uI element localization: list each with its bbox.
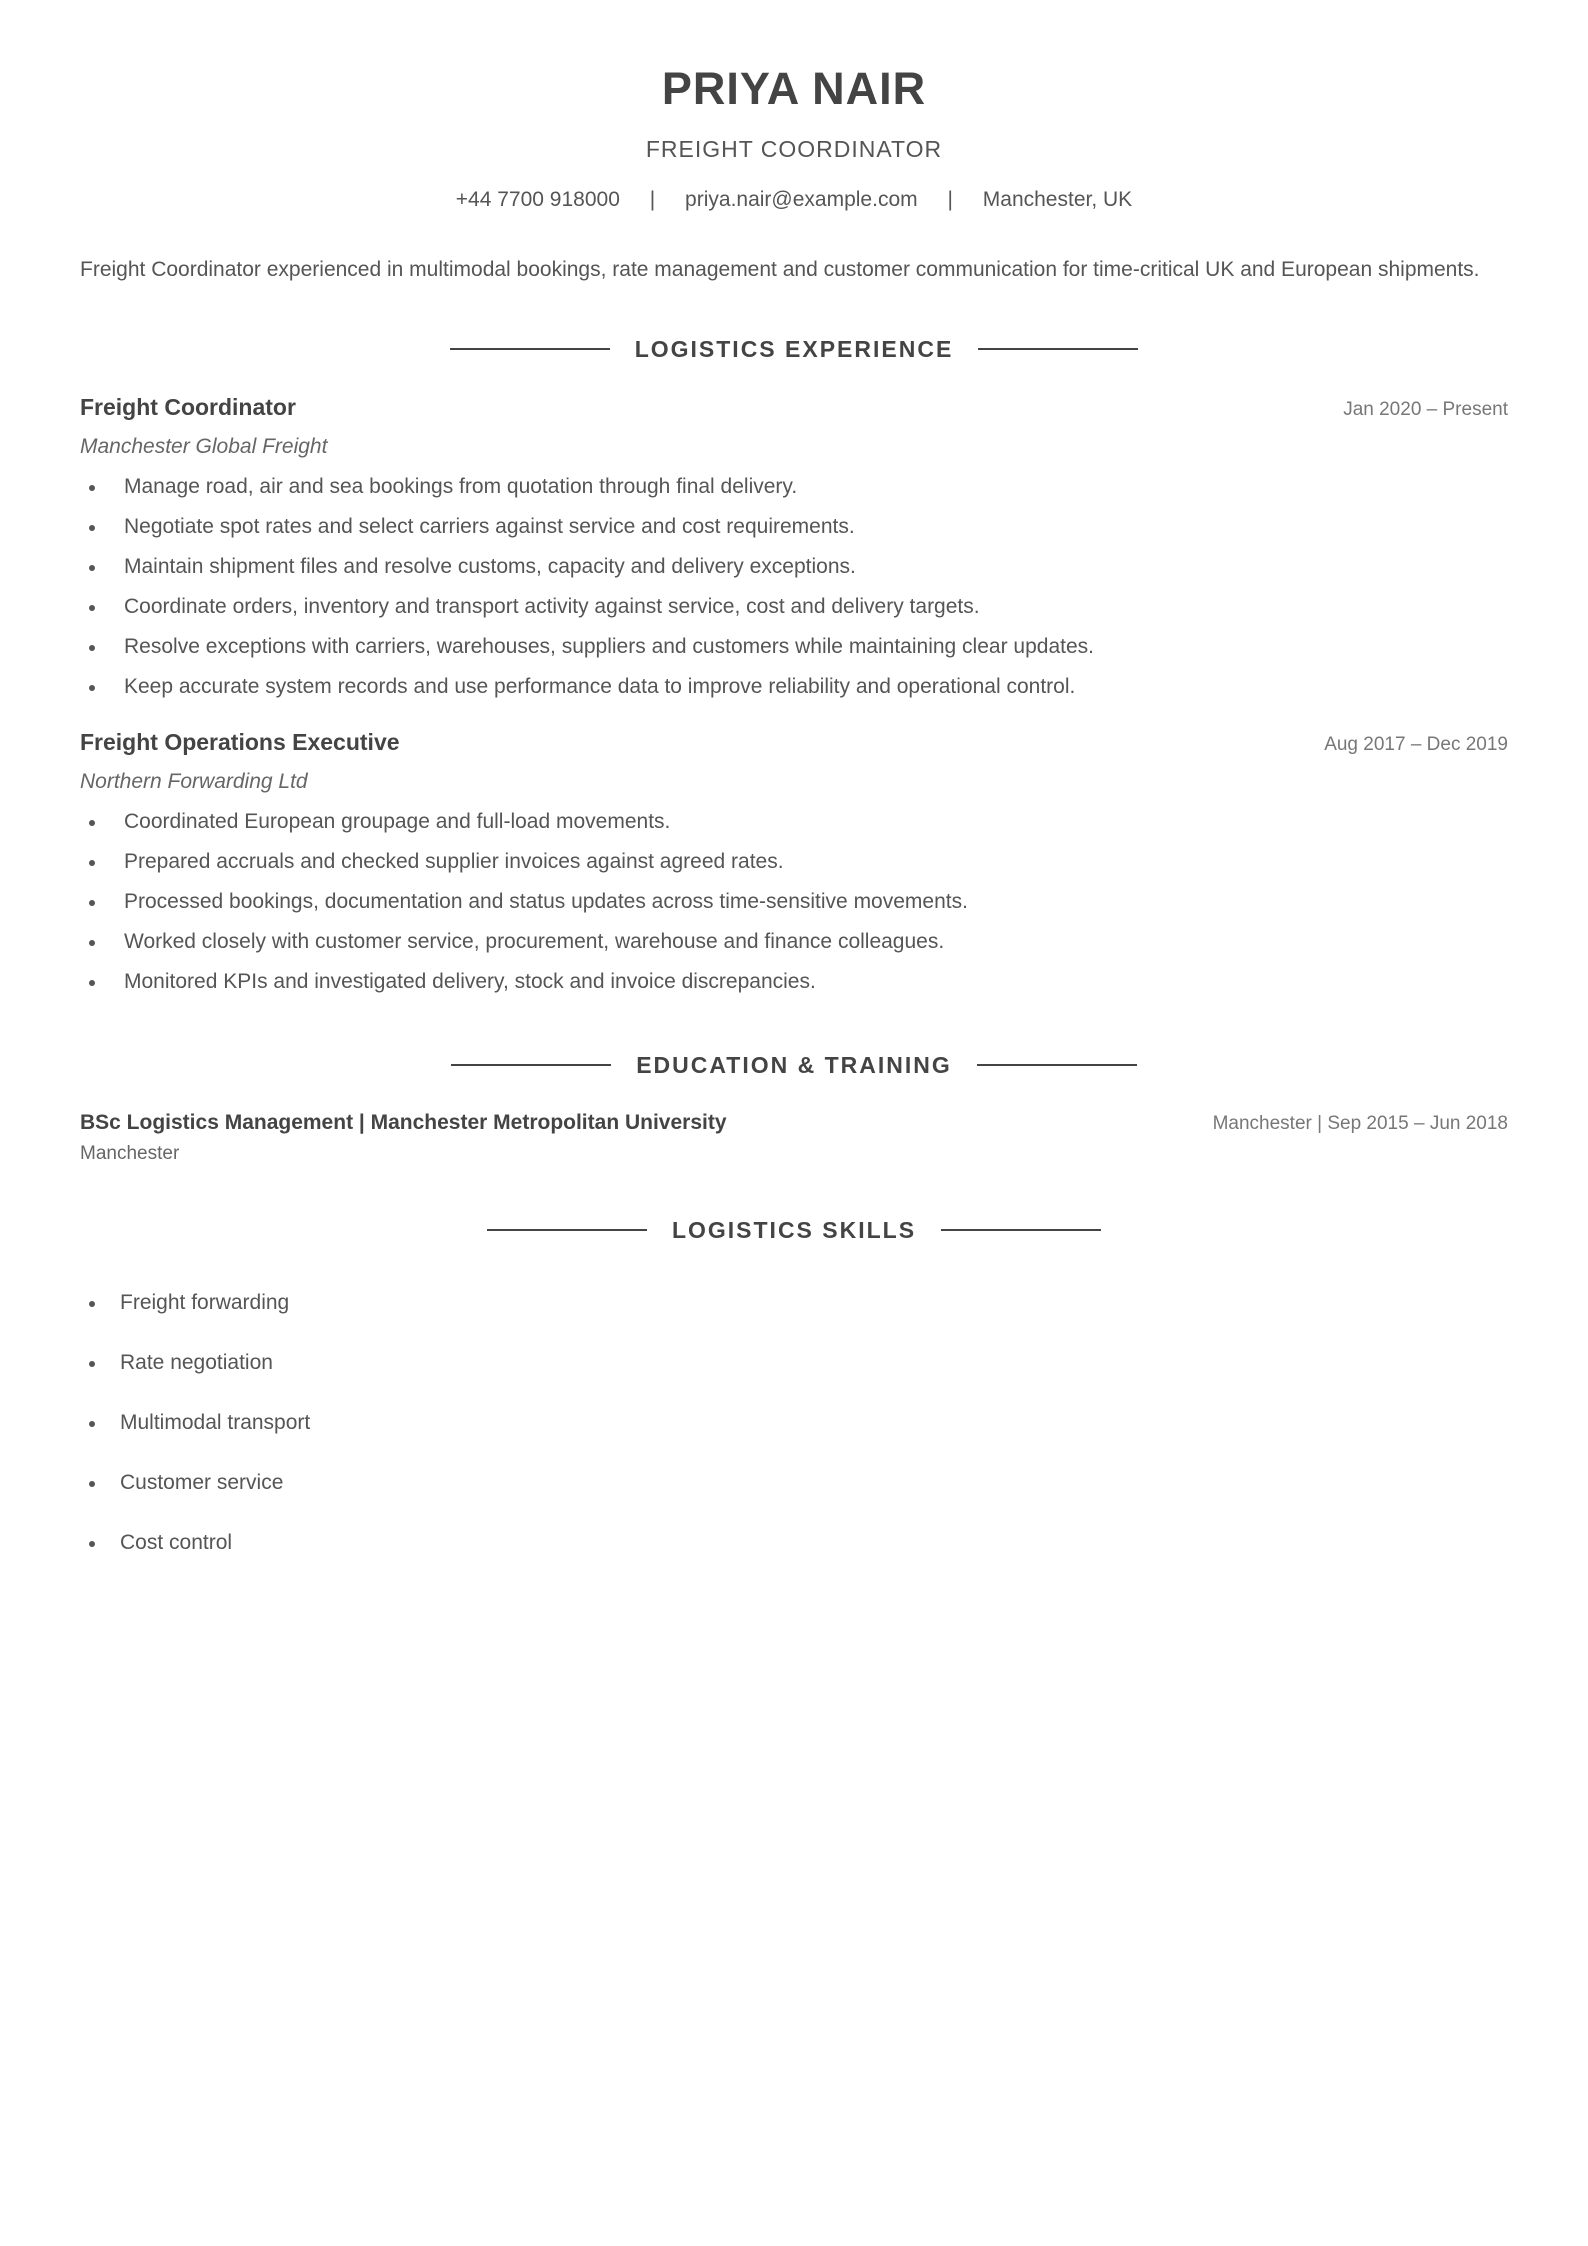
job-bullet: Processed bookings, documentation and status updates across time-sensitive movements. <box>80 882 1508 922</box>
skills-section-heading <box>80 1215 1508 1245</box>
heading-rule-right <box>978 348 1138 350</box>
heading-rule-left <box>450 348 610 350</box>
education-degree: BSc Logistics Management | Manchester Metropolitan University <box>80 1111 727 1134</box>
heading-rule-right <box>941 1229 1101 1231</box>
job-company: Manchester Global Freight <box>80 435 328 458</box>
candidate-title: FREIGHT COORDINATOR <box>645 136 943 162</box>
profile-summary: Freight Coordinator experienced in multimodal bookings, rate management and customer communication for time-critical UK and European shipments. <box>80 258 1480 281</box>
job-bullet: Worked closely with customer service, procurement, warehouse and finance colleagues. <box>80 922 1508 962</box>
job-bullet: Coordinate orders, inventory and transport activity against service, cost and delivery targets. <box>80 587 1508 627</box>
job-header <box>80 392 1508 425</box>
education-meta: Manchester | Sep 2015 – Jun 2018 <box>1212 1113 1508 1134</box>
skills-heading-label: LOGISTICS SKILLS <box>671 1217 917 1243</box>
contact-separator: | <box>649 188 656 211</box>
experience-heading-label: LOGISTICS EXPERIENCE <box>634 336 954 362</box>
skill-item: Rate negotiation <box>80 1333 1508 1393</box>
experience-section-heading <box>80 334 1508 364</box>
skill-item: Cost control <box>80 1513 1508 1573</box>
job-bullet-list <box>80 802 1508 1002</box>
education-entry <box>80 1108 1508 1167</box>
contact-location: Manchester, UK <box>982 188 1133 211</box>
contact-separator: | <box>947 188 953 211</box>
skill-item: Freight forwarding <box>80 1273 1508 1333</box>
heading-rule-right <box>977 1064 1137 1066</box>
job-bullet: Prepared accruals and checked supplier invoices against agreed rates. <box>80 842 1508 882</box>
heading-rule-left <box>487 1229 647 1231</box>
job-role: Freight Coordinator <box>80 394 296 420</box>
job-role: Freight Operations Executive <box>80 729 400 755</box>
job-entry-freight-coordinator <box>80 392 1508 707</box>
contact-email: priya.nair@example.com <box>685 188 918 211</box>
job-dates: Jan 2020 – Present <box>1343 399 1508 420</box>
contact-phone: +44 7700 918000 <box>455 188 620 211</box>
job-bullet: Maintain shipment files and resolve customs, capacity and delivery exceptions. <box>80 547 1508 587</box>
education-heading-label: EDUCATION & TRAINING <box>636 1052 952 1078</box>
contact-line <box>80 186 1508 214</box>
skill-item: Customer service <box>80 1453 1508 1513</box>
candidate-name: PRIYA NAIR <box>661 63 927 114</box>
education-section-heading <box>80 1050 1508 1080</box>
education-location: Manchester <box>80 1143 180 1164</box>
job-bullet-list <box>80 467 1508 707</box>
job-company: Northern Forwarding Ltd <box>80 770 308 793</box>
job-bullet: Coordinated European groupage and full-load movements. <box>80 802 1508 842</box>
job-bullet: Resolve exceptions with carriers, warehouses, suppliers and customers while maintaining clear updates. <box>80 627 1508 667</box>
job-bullet: Manage road, air and sea bookings from quotation through final delivery. <box>80 467 1508 507</box>
skills-list <box>80 1273 1508 1573</box>
job-bullet: Negotiate spot rates and select carriers against service and cost requirements. <box>80 507 1508 547</box>
job-bullet: Monitored KPIs and investigated delivery, stock and invoice discrepancies. <box>80 962 1508 1002</box>
job-dates: Aug 2017 – Dec 2019 <box>1324 734 1508 755</box>
heading-rule-left <box>451 1064 611 1066</box>
skill-item: Multimodal transport <box>80 1393 1508 1453</box>
job-entry-freight-operations-executive <box>80 727 1508 1002</box>
job-bullet: Keep accurate system records and use performance data to improve reliability and operational control. <box>80 667 1508 707</box>
job-header <box>80 727 1508 760</box>
education-header <box>80 1108 1508 1139</box>
